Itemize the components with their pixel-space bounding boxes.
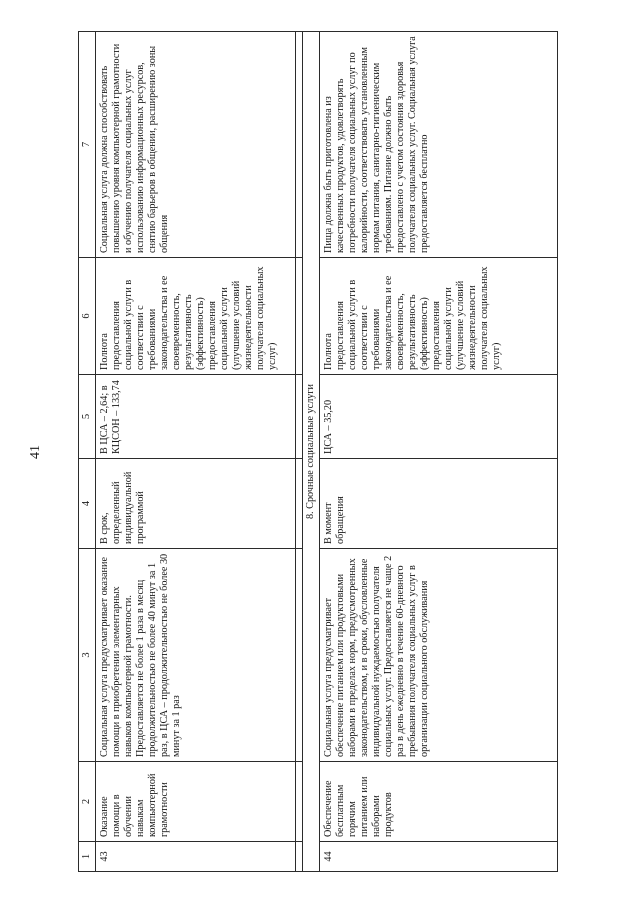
quality-indicators: Полнота предоставления социальной услуги в соответствии с требованиями законодательства и ее своевременность, результативность (эффективность) предоставления социальной услуги (улучшение условий жизнедеятельности получателя социальных услуг) — [320, 258, 558, 375]
table-header-row — [79, 32, 96, 872]
page-number: 41 — [28, 445, 43, 459]
row-number: 43 — [96, 842, 296, 872]
service-description: Социальная услуга предусматривает оказание помощи в приобретении элементарных навыков компьютерной грамотности. Предоставляется не более 1 раза в месяц продолжительностью не более 40 минут за 1 раз, в ЦСА – продолжительностью не более 30 минут за 1 раз — [96, 549, 296, 762]
rotated-table-container — [78, 32, 558, 872]
service-term: В момент обращения — [320, 459, 558, 549]
column-header: 5 — [79, 375, 96, 459]
service-tariff: ЦСА – 35,20 — [320, 375, 558, 459]
service-name: Оказание помощи в обучении навыкам компьютерной грамотности — [96, 762, 296, 842]
column-header: 7 — [79, 32, 96, 258]
table-row — [96, 32, 296, 872]
service-tariff: В ЦСА – 2,64; в КЦСОН – 133,74 — [96, 375, 296, 459]
services-table — [78, 31, 558, 872]
service-conditions: Пища должна быть приготовлена из качественных продуктов, удовлетворять потребности получателя социальных услуг по калорийности, соответствовать установленным нормам питания, санитарно-гигиеническим требованиям. Питание должно быть предоставлено с учетом состояния здоровья получателя социальных услуг. Социальная услуга предоставляется бесплатно — [320, 32, 558, 258]
quality-indicators: Полнота предоставления социальной услуги в соответствии с требованиями законодательства и ее своевременность, результативность (эффективность) предоставления социальной услуги (улучшение условий жизнедеятельности получателя социальных услуг) — [96, 258, 296, 375]
column-header: 4 — [79, 459, 96, 549]
column-header: 3 — [79, 549, 96, 762]
service-name: Обеспечение бесплатным горячим питанием или наборами продуктов — [320, 762, 558, 842]
section-title: 8. Срочные социальные услуги — [303, 32, 320, 872]
column-header: 6 — [79, 258, 96, 375]
column-header: 2 — [79, 762, 96, 842]
service-conditions: Социальная услуга должна способствовать повышению уровня компьютерной грамотности и обучению получателя социальных услуг использованию информационных ресурсов, снятию барьеров в общении, расширению зоны общения — [96, 32, 296, 258]
section-row — [303, 32, 320, 872]
column-header: 1 — [79, 842, 96, 872]
spacer-row — [296, 32, 303, 872]
row-number: 44 — [320, 842, 558, 872]
table-row — [320, 32, 558, 872]
service-description: Социальная услуга предусматривает обеспечение питанием или продуктовыми наборами в пределах норм, предусмотренных законодательством, и в сроки, обусловленные индивидуальной нуждаемостью получателя социальных услуг. Предоставляется не чаще 2 раз в день ежедневно в течение 60-дневного пребывания получателя социальных услуг в организации социального обслуживания — [320, 549, 558, 762]
service-term: В срок, определенный индивидуальной программой — [96, 459, 296, 549]
